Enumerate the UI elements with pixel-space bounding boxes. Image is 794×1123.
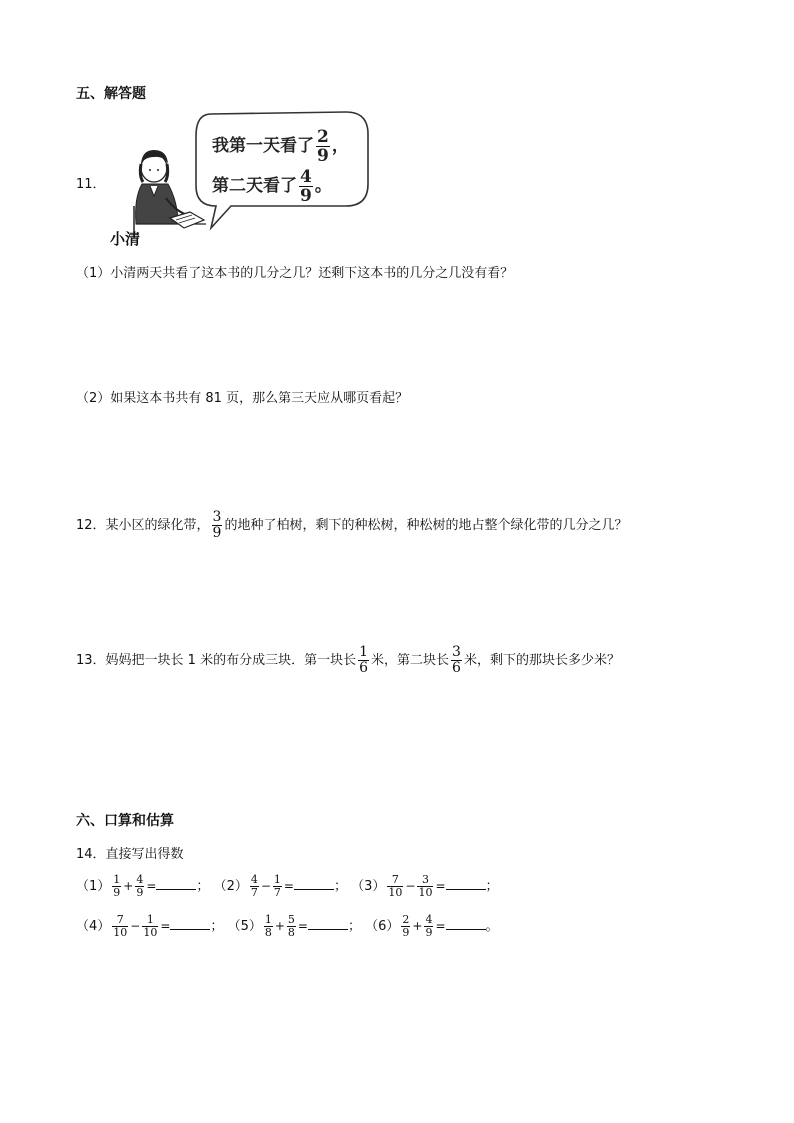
- fraction: [424, 914, 433, 939]
- fraction: [287, 914, 296, 939]
- fraction-numerator: 4: [250, 873, 258, 886]
- fraction-numerator: 3: [212, 509, 222, 525]
- fraction-denominator: 9: [425, 926, 433, 939]
- equals-sign: =: [435, 879, 446, 893]
- sub-question-1: （1）小清两天共看了这本书的几分之几？还剩下这本书的几分之几没有看？: [76, 266, 514, 281]
- fraction: [250, 874, 259, 899]
- calc-row-1: [76, 874, 499, 899]
- section-title: 六、口算和估算: [76, 813, 174, 829]
- equals-sign: =: [297, 919, 308, 933]
- question-number: 11．: [76, 177, 106, 192]
- fraction: [299, 168, 313, 205]
- fraction-numerator: 4: [136, 873, 144, 886]
- fraction: [112, 914, 128, 939]
- fraction-denominator: 9: [300, 186, 312, 206]
- fraction-numerator: 1: [142, 914, 158, 927]
- question-13: [76, 645, 620, 676]
- sub-question-2: （2）如果这本书共有 81 页，那么第三天应从哪页看起？: [76, 391, 409, 406]
- fraction-numerator: 3: [452, 644, 461, 660]
- fraction: [112, 874, 121, 899]
- fraction-numerator: 1: [359, 644, 368, 660]
- answer-blank[interactable]: [170, 917, 210, 930]
- operator: +: [412, 919, 423, 933]
- question-13-prefix: 13．妈妈把一块长 1 米的布分成三块．第一块长: [76, 653, 357, 668]
- calc-item-2: [213, 873, 347, 899]
- calc-end: ；: [485, 879, 499, 894]
- fraction: [417, 874, 433, 899]
- fraction-denominator: 9: [113, 886, 121, 899]
- fraction-numerator: 7: [387, 874, 403, 887]
- calc-label: （3）: [351, 879, 386, 894]
- answer-blank[interactable]: [156, 877, 196, 890]
- question-12: [76, 510, 627, 541]
- fraction-numerator: 2: [317, 127, 329, 147]
- answer-blank[interactable]: [446, 877, 486, 890]
- calc-item-6: [365, 913, 499, 939]
- equals-sign: =: [160, 919, 171, 933]
- fraction-denominator: 9: [136, 886, 144, 899]
- operator: −: [405, 879, 416, 893]
- fraction-numerator: 1: [273, 873, 281, 886]
- bubble-text-2: 第二天看了: [212, 176, 297, 196]
- operator: +: [123, 879, 134, 893]
- fraction-numerator: 1: [113, 873, 121, 886]
- calc-end: ；: [196, 879, 210, 894]
- fraction-numerator: 2: [402, 913, 410, 926]
- section-title: 五、解答题: [76, 86, 146, 102]
- question-12-suffix: 的地种了柏树，剩下的种松树，种松树的地占整个绿化带的几分之几？: [224, 518, 628, 533]
- fraction: [212, 510, 223, 541]
- fraction-numerator: 4: [300, 167, 312, 187]
- bubble-punct-2: 。: [314, 176, 332, 196]
- fraction-denominator: 7: [250, 886, 258, 899]
- calc-item-4: [76, 913, 224, 939]
- calc-item-1: [76, 873, 210, 899]
- calc-end: ；: [210, 919, 224, 934]
- answer-blank[interactable]: [308, 917, 348, 930]
- equals-sign: =: [146, 879, 157, 893]
- fraction-numerator: 7: [112, 914, 128, 927]
- fraction-denominator: 6: [452, 660, 461, 676]
- fraction-denominator: 9: [402, 926, 410, 939]
- calc-item-3: [351, 873, 499, 899]
- fraction: [316, 128, 330, 165]
- fraction-denominator: 10: [113, 926, 128, 939]
- question-14-title: 14．直接写出得数: [76, 847, 184, 862]
- fraction-denominator: 10: [418, 886, 433, 899]
- question-13-mid: 米，第二块长: [371, 653, 450, 668]
- fraction-denominator: 9: [317, 146, 329, 166]
- calc-end: ；: [347, 919, 361, 934]
- calc-row-2: [76, 914, 499, 939]
- speaker-label: 小清: [110, 230, 141, 248]
- fraction-denominator: 8: [287, 926, 295, 939]
- fraction-denominator: 6: [359, 660, 368, 676]
- question-13-suffix: 米，剩下的那块长多少米？: [463, 653, 620, 668]
- equals-sign: =: [283, 879, 294, 893]
- fraction: [135, 874, 144, 899]
- fraction-numerator: 5: [287, 913, 295, 926]
- calc-end: ；: [333, 879, 347, 894]
- fraction: [401, 914, 410, 939]
- calc-label: （2）: [213, 879, 248, 894]
- calc-label: （5）: [227, 919, 262, 934]
- bubble-punct-1: ，: [331, 136, 349, 156]
- calc-label: （6）: [365, 919, 400, 934]
- equals-sign: =: [435, 919, 446, 933]
- fraction: [273, 874, 282, 899]
- fraction: [358, 645, 369, 676]
- calc-item-5: [227, 913, 361, 939]
- fraction-numerator: 1: [264, 913, 272, 926]
- fraction-denominator: 10: [388, 886, 403, 899]
- fraction: [451, 645, 462, 676]
- fraction: [142, 914, 158, 939]
- fraction-numerator: 3: [417, 874, 433, 887]
- operator: −: [260, 879, 271, 893]
- answer-blank[interactable]: [446, 917, 486, 930]
- fraction-denominator: 7: [273, 886, 281, 899]
- fraction-numerator: 4: [425, 913, 433, 926]
- fraction-denominator: 10: [143, 926, 158, 939]
- fraction-denominator: 8: [264, 926, 272, 939]
- bubble-line-2: [212, 168, 332, 205]
- operator: +: [274, 919, 285, 933]
- calc-label: （1）: [76, 879, 111, 894]
- operator: −: [130, 919, 141, 933]
- fraction: [264, 914, 273, 939]
- bubble-line-1: [212, 128, 349, 165]
- calc-end: 。: [485, 919, 499, 934]
- answer-blank[interactable]: [294, 877, 334, 890]
- fraction-denominator: 9: [212, 525, 222, 541]
- question-12-prefix: 12．某小区的绿化带，: [76, 518, 210, 533]
- calc-label: （4）: [76, 919, 111, 934]
- fraction: [387, 874, 403, 899]
- bubble-text-1: 我第一天看了: [212, 136, 314, 156]
